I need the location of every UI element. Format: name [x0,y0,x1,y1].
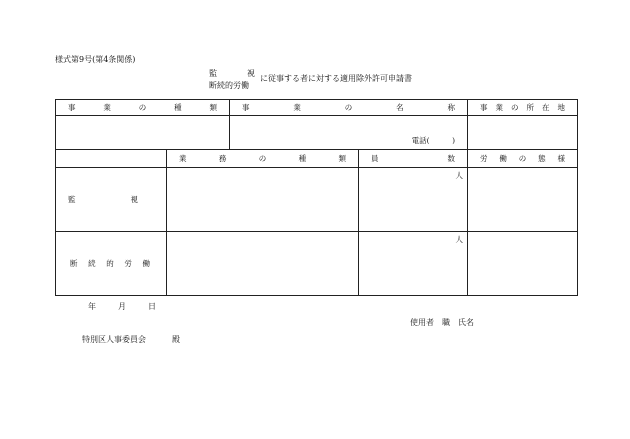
business-location-field[interactable] [468,116,578,150]
intermittent-mode-field[interactable] [468,232,578,296]
intermittent-duty-field[interactable] [167,232,359,296]
unit-person: 人 [455,171,463,180]
unit-person: 人 [455,235,463,244]
header-business-type: 事 業 の 種 類 [56,100,230,116]
title-option-intermittent: 断続的労働 [209,81,249,90]
telephone-label: 電話( ) [411,136,455,145]
monitoring-duty-field[interactable] [167,168,359,232]
row-label-monitoring: 監 視 [56,168,167,232]
business-name-field[interactable] [230,116,468,150]
subheader-blank [56,150,167,168]
header-business-name: 事 業 の 名 称 [230,100,468,116]
row-label-intermittent: 断 続 的 労 働 [56,232,167,296]
monitoring-count-field[interactable] [359,168,468,232]
date-line[interactable]: 年 月 日 [88,302,156,311]
addressee: 特別区人事委員会 殿 [82,335,180,344]
employer-name-label: 使用者 職 氏名 [410,318,474,327]
application-table [55,99,578,296]
monitoring-mode-field[interactable] [468,168,578,232]
subheader-work-mode: 労 働 の 態 様 [468,150,578,168]
title-main: に従事する者に対する適用除外許可申請書 [260,74,412,83]
business-type-field[interactable] [56,116,230,150]
subheader-duty-type: 業 務 の 種 類 [167,150,359,168]
form-number: 様式第9号(第4条関係) [55,55,136,64]
intermittent-count-field[interactable] [359,232,468,296]
subheader-staff-count: 員 数 [359,150,468,168]
title-option-monitoring: 監 視 [209,69,255,78]
header-business-location: 事 業 の 所 在 地 [468,100,578,116]
